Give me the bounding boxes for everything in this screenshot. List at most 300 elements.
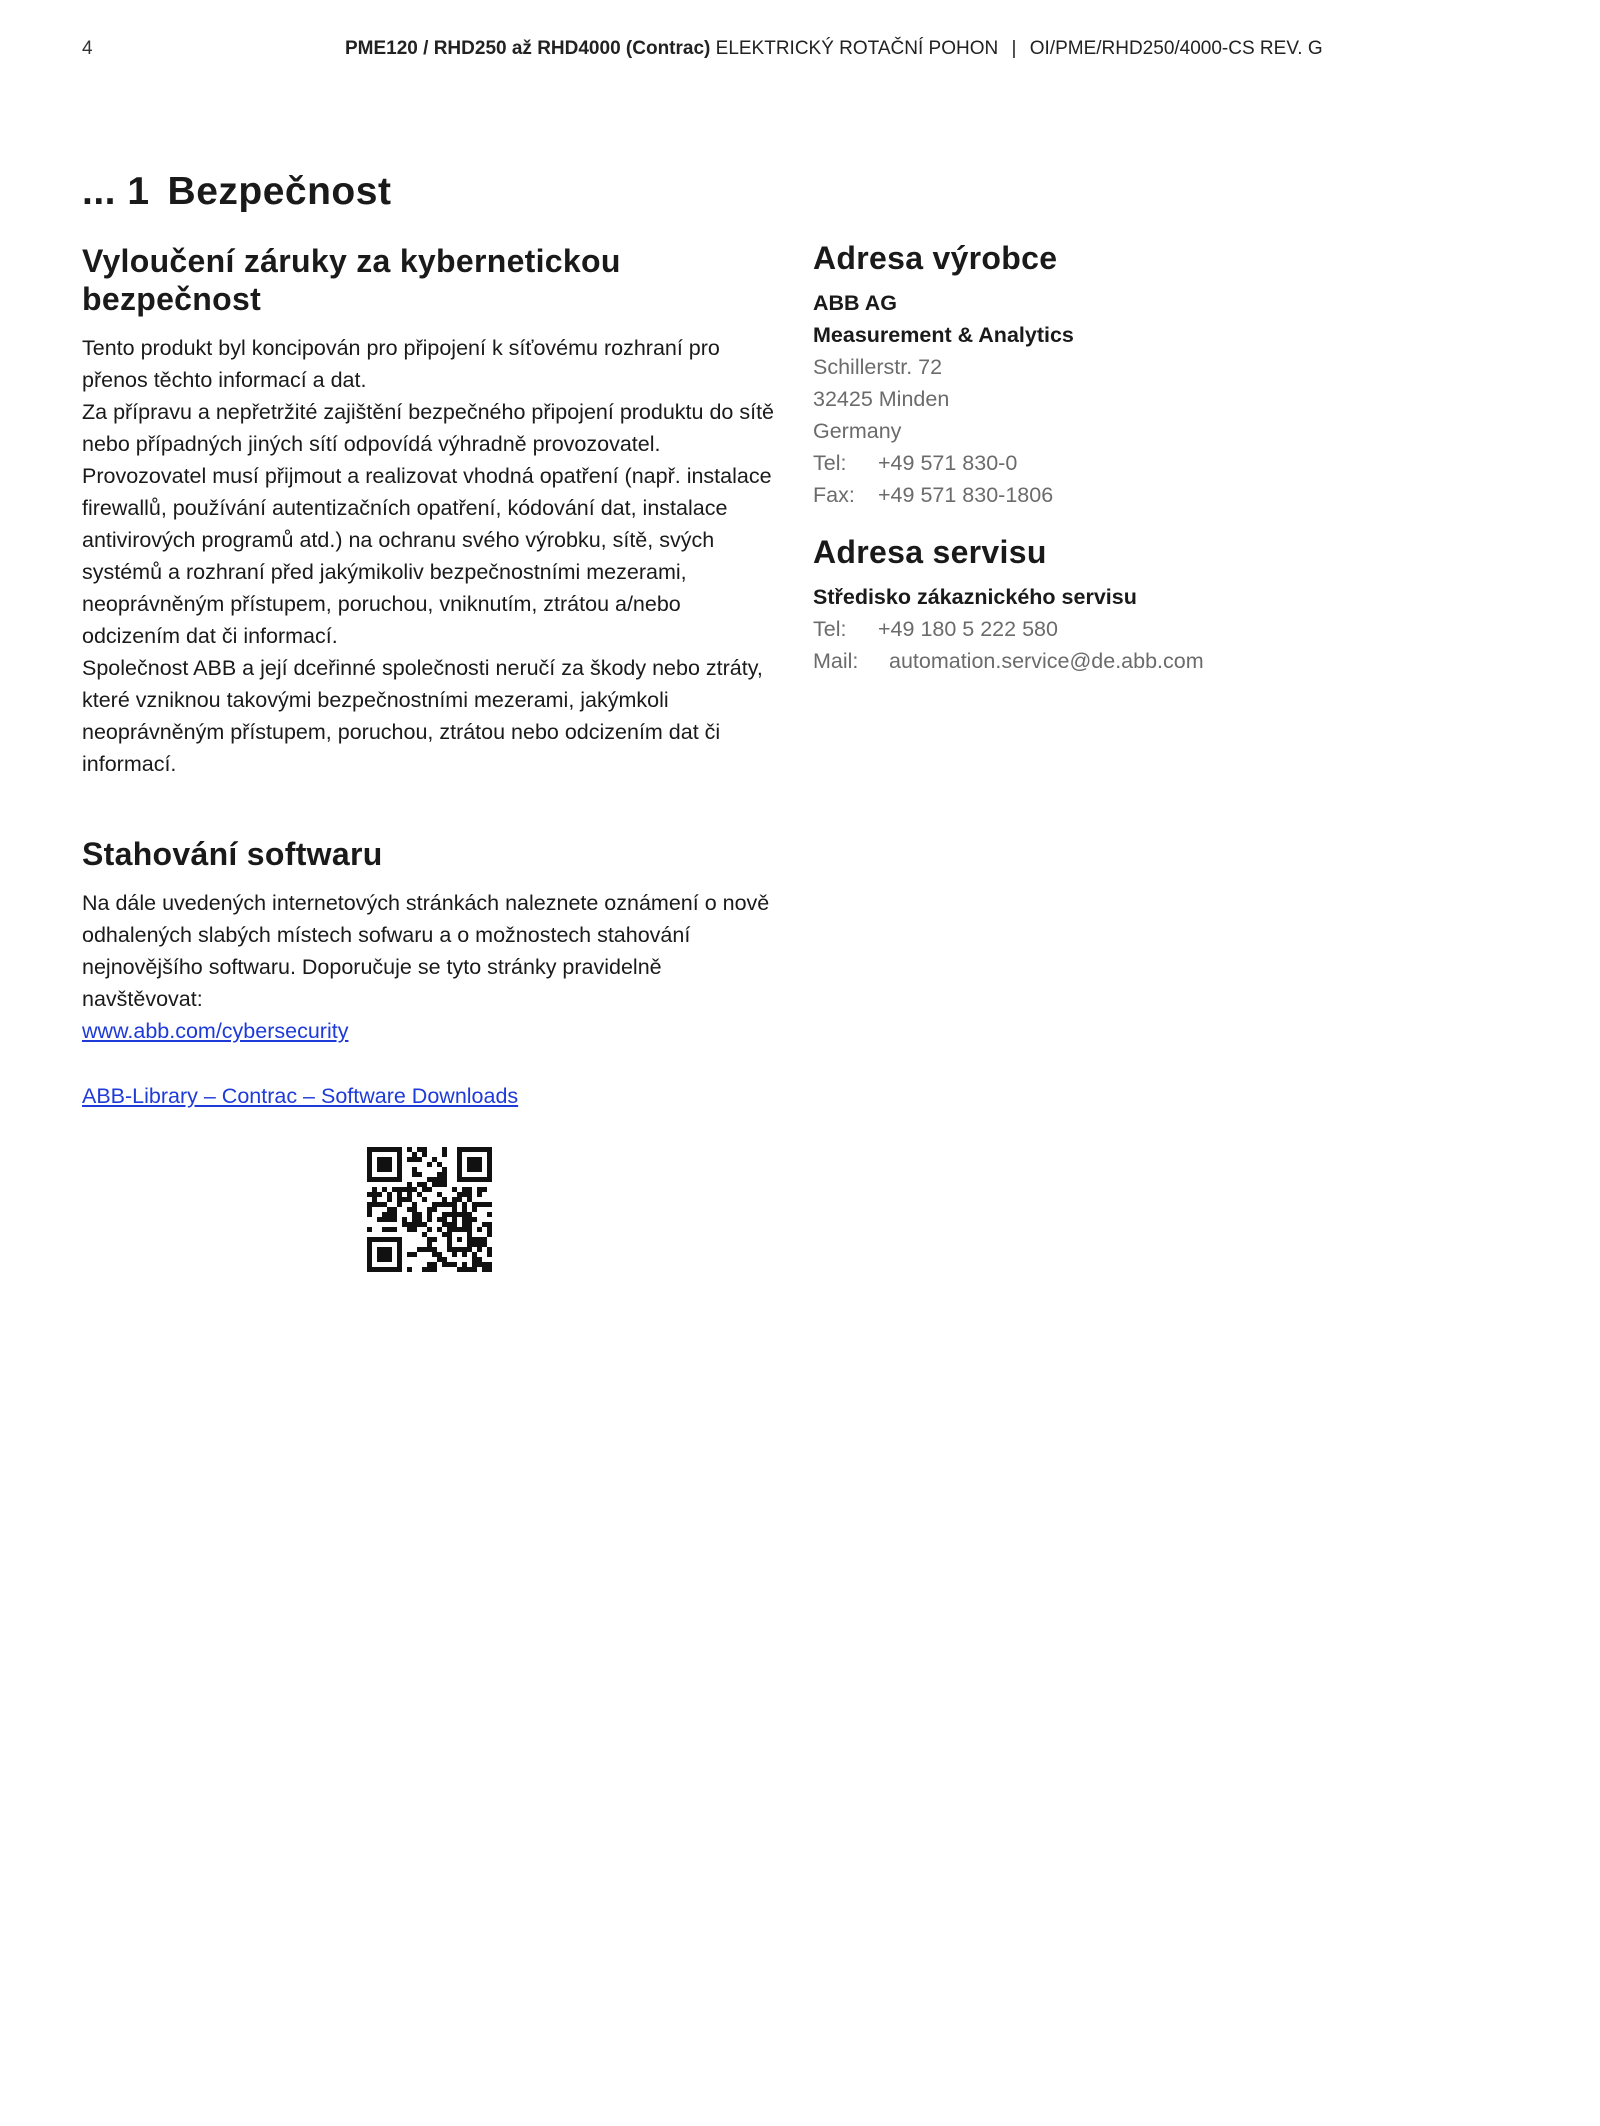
page-number: 4 xyxy=(82,38,93,59)
qr-module xyxy=(487,1212,492,1217)
qr-module xyxy=(462,1192,467,1197)
qr-module xyxy=(397,1187,402,1192)
tel-label: Tel: xyxy=(813,451,847,475)
qr-module xyxy=(457,1167,462,1172)
qr-module xyxy=(422,1147,427,1152)
qr-module xyxy=(462,1262,467,1267)
qr-module xyxy=(437,1257,442,1262)
cyber-paragraph: Za přípravu a nepřetržité zajištění bezpečného připojení produktu do sítě nebo případných jiných sítí odpovídá výhradně provozovatel. xyxy=(82,400,774,456)
qr-module xyxy=(432,1247,437,1252)
qr-module xyxy=(477,1227,482,1232)
qr-module xyxy=(472,1162,477,1167)
qr-module xyxy=(382,1167,387,1172)
qr-module xyxy=(472,1147,477,1152)
qr-module xyxy=(437,1227,442,1232)
fax-label: Fax: xyxy=(813,483,855,507)
service-center: Středisko zákaznického servisu xyxy=(813,585,1137,609)
qr-module xyxy=(467,1177,472,1182)
qr-module xyxy=(397,1157,402,1162)
qr-module xyxy=(427,1262,432,1267)
service-heading: Adresa servisu xyxy=(813,534,1047,570)
qr-module xyxy=(417,1247,422,1252)
qr-module xyxy=(377,1257,382,1262)
qr-module xyxy=(412,1202,417,1207)
qr-module xyxy=(442,1202,447,1207)
manufacturer-heading: Adresa výrobce xyxy=(813,240,1058,276)
qr-module xyxy=(382,1212,387,1217)
qr-module xyxy=(392,1217,397,1222)
qr-module xyxy=(467,1162,472,1167)
qr-module xyxy=(467,1157,472,1162)
qr-module xyxy=(412,1152,417,1157)
qr-module xyxy=(452,1187,457,1192)
qr-module xyxy=(467,1267,472,1272)
qr-module xyxy=(382,1267,387,1272)
qr-module xyxy=(467,1192,472,1197)
qr-module xyxy=(407,1157,412,1162)
qr-module xyxy=(412,1187,417,1192)
qr-code[interactable] xyxy=(367,1147,492,1272)
qr-module xyxy=(392,1177,397,1182)
header-separator: | xyxy=(1011,38,1017,59)
qr-module xyxy=(442,1197,447,1202)
qr-module xyxy=(462,1147,467,1152)
qr-module xyxy=(452,1202,457,1207)
chapter-title xyxy=(82,170,391,214)
qr-module xyxy=(457,1212,462,1217)
qr-module xyxy=(367,1257,372,1262)
qr-module xyxy=(367,1202,372,1207)
qr-module xyxy=(462,1202,467,1207)
qr-module xyxy=(387,1167,392,1172)
qr-module xyxy=(422,1222,427,1227)
qr-module xyxy=(487,1232,492,1237)
qr-module xyxy=(427,1177,432,1182)
qr-module xyxy=(427,1207,432,1212)
qr-module xyxy=(397,1242,402,1247)
qr-module xyxy=(427,1212,432,1217)
qr-module xyxy=(442,1182,447,1187)
qr-module xyxy=(382,1237,387,1242)
qr-module xyxy=(367,1152,372,1157)
qr-module xyxy=(432,1157,437,1162)
qr-module xyxy=(392,1227,397,1232)
qr-module xyxy=(432,1202,437,1207)
cybersecurity-link[interactable]: www.abb.com/cybersecurity xyxy=(82,1019,349,1043)
qr-module xyxy=(487,1222,492,1227)
qr-module xyxy=(457,1237,462,1242)
qr-module xyxy=(402,1222,407,1227)
qr-module xyxy=(397,1247,402,1252)
qr-module xyxy=(472,1242,477,1247)
qr-module xyxy=(457,1152,462,1157)
qr-module xyxy=(457,1162,462,1167)
service-address xyxy=(813,581,1513,677)
qr-module xyxy=(407,1192,412,1197)
qr-module xyxy=(487,1147,492,1152)
mail-label: Mail: xyxy=(813,649,859,673)
qr-module xyxy=(452,1207,457,1212)
qr-module xyxy=(447,1237,452,1242)
header-product: PME120 / RHD250 až RHD4000 (Contrac) xyxy=(345,38,711,59)
qr-module xyxy=(377,1162,382,1167)
qr-module xyxy=(457,1172,462,1177)
qr-module xyxy=(387,1252,392,1257)
qr-module xyxy=(432,1177,437,1182)
qr-module xyxy=(442,1152,447,1157)
qr-module xyxy=(377,1167,382,1172)
qr-module xyxy=(417,1212,422,1217)
qr-module xyxy=(397,1177,402,1182)
qr-module xyxy=(377,1202,382,1207)
qr-module xyxy=(397,1167,402,1172)
qr-module xyxy=(417,1157,422,1162)
qr-module xyxy=(427,1162,432,1167)
cyber-body xyxy=(82,332,782,780)
qr-module xyxy=(372,1267,377,1272)
qr-module xyxy=(442,1212,447,1217)
qr-module xyxy=(487,1247,492,1252)
qr-module xyxy=(447,1202,452,1207)
qr-module xyxy=(367,1227,372,1232)
qr-module xyxy=(487,1227,492,1232)
qr-module xyxy=(477,1262,482,1267)
qr-module xyxy=(397,1267,402,1272)
qr-module xyxy=(427,1187,432,1192)
qr-module xyxy=(487,1152,492,1157)
qr-module xyxy=(382,1202,387,1207)
qr-module xyxy=(432,1262,437,1267)
qr-module xyxy=(452,1227,457,1232)
qr-module xyxy=(457,1197,462,1202)
qr-module xyxy=(397,1202,402,1207)
fax-value: +49 571 830-1806 xyxy=(878,483,1054,507)
qr-module xyxy=(427,1227,432,1232)
qr-module xyxy=(447,1247,452,1252)
qr-module xyxy=(412,1167,417,1172)
spacer xyxy=(82,1047,782,1080)
qr-module xyxy=(437,1192,442,1197)
qr-module xyxy=(487,1157,492,1162)
qr-module xyxy=(482,1187,487,1192)
qr-module xyxy=(442,1177,447,1182)
qr-module xyxy=(462,1222,467,1227)
qr-module xyxy=(482,1237,487,1242)
qr-module xyxy=(372,1177,377,1182)
software-section xyxy=(82,835,782,1272)
qr-module xyxy=(367,1242,372,1247)
qr-module xyxy=(437,1202,442,1207)
service-mail-row xyxy=(813,645,1513,677)
qr-module xyxy=(392,1207,397,1212)
qr-module xyxy=(422,1232,427,1237)
qr-module xyxy=(462,1207,467,1212)
qr-module xyxy=(417,1147,422,1152)
qr-module xyxy=(377,1147,382,1152)
qr-module xyxy=(477,1202,482,1207)
qr-module xyxy=(392,1147,397,1152)
qr-module xyxy=(377,1267,382,1272)
qr-module xyxy=(407,1187,412,1192)
qr-module xyxy=(407,1222,412,1227)
right-column xyxy=(813,239,1513,677)
qr-module xyxy=(472,1177,477,1182)
qr-module xyxy=(397,1237,402,1242)
cyber-heading-line2: bezpečnost xyxy=(82,281,262,317)
qr-module xyxy=(477,1167,482,1172)
chapter-number: ... 1 xyxy=(82,170,150,213)
qr-module xyxy=(392,1212,397,1217)
qr-module xyxy=(427,1247,432,1252)
qr-module xyxy=(407,1252,412,1257)
qr-module xyxy=(477,1147,482,1152)
qr-module xyxy=(387,1162,392,1167)
qr-module xyxy=(472,1202,477,1207)
service-tel-label: Tel: xyxy=(813,617,847,641)
qr-module xyxy=(482,1202,487,1207)
qr-module xyxy=(387,1147,392,1152)
qr-module xyxy=(477,1257,482,1262)
qr-module xyxy=(482,1242,487,1247)
qr-module xyxy=(432,1252,437,1257)
qr-module xyxy=(462,1252,467,1257)
qr-module xyxy=(452,1197,457,1202)
cyber-paragraph: Společnost ABB a její dceřinné společnosti neručí za škody nebo ztráty, které vzniknou takovými bezpečnostními mezerami, jakýmkoli neoprávněným přístupem, poruchou, ztrátou nebo odcizením dat či informací. xyxy=(82,656,763,776)
qr-module xyxy=(412,1252,417,1257)
qr-module xyxy=(442,1222,447,1227)
mail-value: automation.service@de.abb.com xyxy=(889,649,1204,673)
qr-module xyxy=(417,1217,422,1222)
cyber-paragraph: Provozovatel musí přijmout a realizovat vhodná opatření (např. instalace firewallů, používání autentizačních opatření, kódování dat, instalace antivirových programů atd.) na ochranu svého výrobku, sítě, svých systémů a rozhraní před jakýmikoliv bezpečnostními mezerami, neoprávněným přístupem, poruchou, vniknutím, ztrátou a/nebo odcizením dat či informací. xyxy=(82,464,772,648)
qr-module xyxy=(467,1147,472,1152)
qr-module xyxy=(452,1247,457,1252)
qr-module xyxy=(482,1177,487,1182)
qr-module xyxy=(422,1247,427,1252)
qr-module xyxy=(412,1157,417,1162)
qr-module xyxy=(467,1212,472,1217)
qr-module xyxy=(372,1202,377,1207)
qr-module xyxy=(377,1177,382,1182)
qr-module xyxy=(427,1217,432,1222)
qr-module xyxy=(397,1152,402,1157)
cyber-heading xyxy=(82,242,782,318)
qr-module xyxy=(387,1157,392,1162)
qr-module xyxy=(382,1217,387,1222)
qr-module xyxy=(462,1217,467,1222)
qr-module xyxy=(372,1187,377,1192)
qr-module xyxy=(487,1167,492,1172)
qr-module xyxy=(457,1267,462,1272)
qr-module xyxy=(462,1227,467,1232)
qr-module xyxy=(442,1167,447,1172)
qr-module xyxy=(377,1192,382,1197)
country: Germany xyxy=(813,419,902,443)
cyber-paragraph: Tento produkt byl koncipován pro připojení k síťovému rozhraní pro přenos těchto informací a dat. xyxy=(82,336,720,392)
qr-module xyxy=(487,1252,492,1257)
company-name: ABB AG xyxy=(813,291,898,315)
qr-module xyxy=(387,1267,392,1272)
qr-module xyxy=(467,1232,472,1237)
qr-module xyxy=(397,1252,402,1257)
qr-module xyxy=(447,1212,452,1217)
qr-module xyxy=(417,1182,422,1187)
qr-module xyxy=(442,1232,447,1237)
qr-module xyxy=(387,1237,392,1242)
qr-module xyxy=(437,1252,442,1257)
tel-value: +49 571 830-0 xyxy=(878,451,1018,475)
qr-module xyxy=(477,1192,482,1197)
qr-module xyxy=(372,1192,377,1197)
qr-module xyxy=(377,1252,382,1257)
manufacturer-section xyxy=(813,239,1513,511)
qr-module xyxy=(472,1167,477,1172)
qr-module xyxy=(447,1242,452,1247)
qr-module xyxy=(412,1172,417,1177)
qr-module xyxy=(392,1237,397,1242)
division-name: Measurement & Analytics xyxy=(813,323,1074,347)
qr-module xyxy=(382,1257,387,1262)
qr-module xyxy=(392,1187,397,1192)
qr-module xyxy=(467,1187,472,1192)
qr-module xyxy=(387,1207,392,1212)
qr-module xyxy=(432,1207,437,1212)
qr-module xyxy=(442,1217,447,1222)
qr-module xyxy=(382,1187,387,1192)
qr-module xyxy=(367,1237,372,1242)
qr-module xyxy=(382,1252,387,1257)
qr-module xyxy=(412,1217,417,1222)
qr-module xyxy=(422,1267,427,1272)
qr-module xyxy=(437,1217,442,1222)
qr-module xyxy=(397,1257,402,1262)
qr-module xyxy=(382,1162,387,1167)
qr-module xyxy=(472,1157,477,1162)
qr-module xyxy=(417,1222,422,1227)
cyber-heading-line1: Vyloučení záruky za kybernetickou xyxy=(82,243,621,279)
service-section xyxy=(813,533,1513,677)
qr-module xyxy=(367,1212,372,1217)
qr-module xyxy=(437,1177,442,1182)
qr-module xyxy=(412,1207,417,1212)
qr-module xyxy=(482,1222,487,1227)
qr-module xyxy=(397,1197,402,1202)
qr-module xyxy=(422,1152,427,1157)
qr-module xyxy=(407,1197,412,1202)
qr-module xyxy=(472,1262,477,1267)
qr-module xyxy=(397,1172,402,1177)
qr-module xyxy=(367,1177,372,1182)
qr-module xyxy=(377,1237,382,1242)
qr-module xyxy=(387,1212,392,1217)
qr-module xyxy=(457,1247,462,1252)
qr-module xyxy=(442,1257,447,1262)
qr-module xyxy=(467,1237,472,1242)
qr-module xyxy=(442,1147,447,1152)
qr-module xyxy=(372,1147,377,1152)
qr-module xyxy=(447,1227,452,1232)
qr-module xyxy=(472,1207,477,1212)
qr-module xyxy=(487,1267,492,1272)
city: 32425 Minden xyxy=(813,387,950,411)
qr-module xyxy=(467,1222,472,1227)
qr-module xyxy=(397,1147,402,1152)
manufacturer-address xyxy=(813,287,1513,511)
qr-module xyxy=(407,1207,412,1212)
qr-module xyxy=(412,1227,417,1232)
qr-module xyxy=(402,1197,407,1202)
qr-module xyxy=(397,1162,402,1167)
qr-module xyxy=(372,1197,377,1202)
qr-module xyxy=(462,1177,467,1182)
qr-module xyxy=(447,1262,452,1267)
qr-module xyxy=(367,1262,372,1267)
qr-module xyxy=(397,1192,402,1197)
qr-module xyxy=(372,1237,377,1242)
qr-module xyxy=(482,1267,487,1272)
qr-module xyxy=(382,1157,387,1162)
qr-module xyxy=(417,1192,422,1197)
qr-module xyxy=(462,1267,467,1272)
qr-module xyxy=(437,1182,442,1187)
qr-module xyxy=(467,1197,472,1202)
running-header xyxy=(345,38,1323,60)
qr-module xyxy=(477,1247,482,1252)
street: Schillerstr. 72 xyxy=(813,355,943,379)
qr-module xyxy=(382,1177,387,1182)
qr-module xyxy=(477,1177,482,1182)
qr-module xyxy=(477,1157,482,1162)
qr-module xyxy=(432,1267,437,1272)
qr-module xyxy=(442,1262,447,1267)
qr-module xyxy=(467,1167,472,1172)
left-column xyxy=(82,242,782,1272)
qr-module xyxy=(487,1162,492,1167)
qr-module xyxy=(457,1157,462,1162)
qr-module xyxy=(377,1217,382,1222)
qr-module xyxy=(397,1262,402,1267)
service-tel-value: +49 180 5 222 580 xyxy=(878,617,1058,641)
qr-module xyxy=(367,1252,372,1257)
qr-module xyxy=(477,1187,482,1192)
qr-module xyxy=(477,1237,482,1242)
qr-module xyxy=(387,1192,392,1197)
qr-module xyxy=(367,1172,372,1177)
qr-module xyxy=(447,1232,452,1237)
software-downloads-link[interactable]: ABB-Library – Contrac – Software Downloads xyxy=(82,1084,519,1108)
qr-module xyxy=(477,1162,482,1167)
qr-module xyxy=(472,1237,477,1242)
qr-module xyxy=(452,1262,457,1267)
qr-module xyxy=(387,1257,392,1262)
manufacturer-fax-row xyxy=(813,479,1513,511)
qr-module xyxy=(437,1172,442,1177)
qr-module xyxy=(367,1147,372,1152)
manufacturer-tel-row xyxy=(813,447,1513,479)
qr-module xyxy=(422,1182,427,1187)
qr-module xyxy=(467,1217,472,1222)
qr-module xyxy=(367,1207,372,1212)
qr-module xyxy=(457,1227,462,1232)
qr-module xyxy=(407,1267,412,1272)
qr-module xyxy=(472,1257,477,1262)
qr-module xyxy=(437,1162,442,1167)
qr-module xyxy=(442,1172,447,1177)
qr-module xyxy=(387,1197,392,1202)
qr-module xyxy=(407,1147,412,1152)
qr-module xyxy=(487,1202,492,1207)
service-tel-row xyxy=(813,613,1513,645)
qr-module xyxy=(457,1192,462,1197)
